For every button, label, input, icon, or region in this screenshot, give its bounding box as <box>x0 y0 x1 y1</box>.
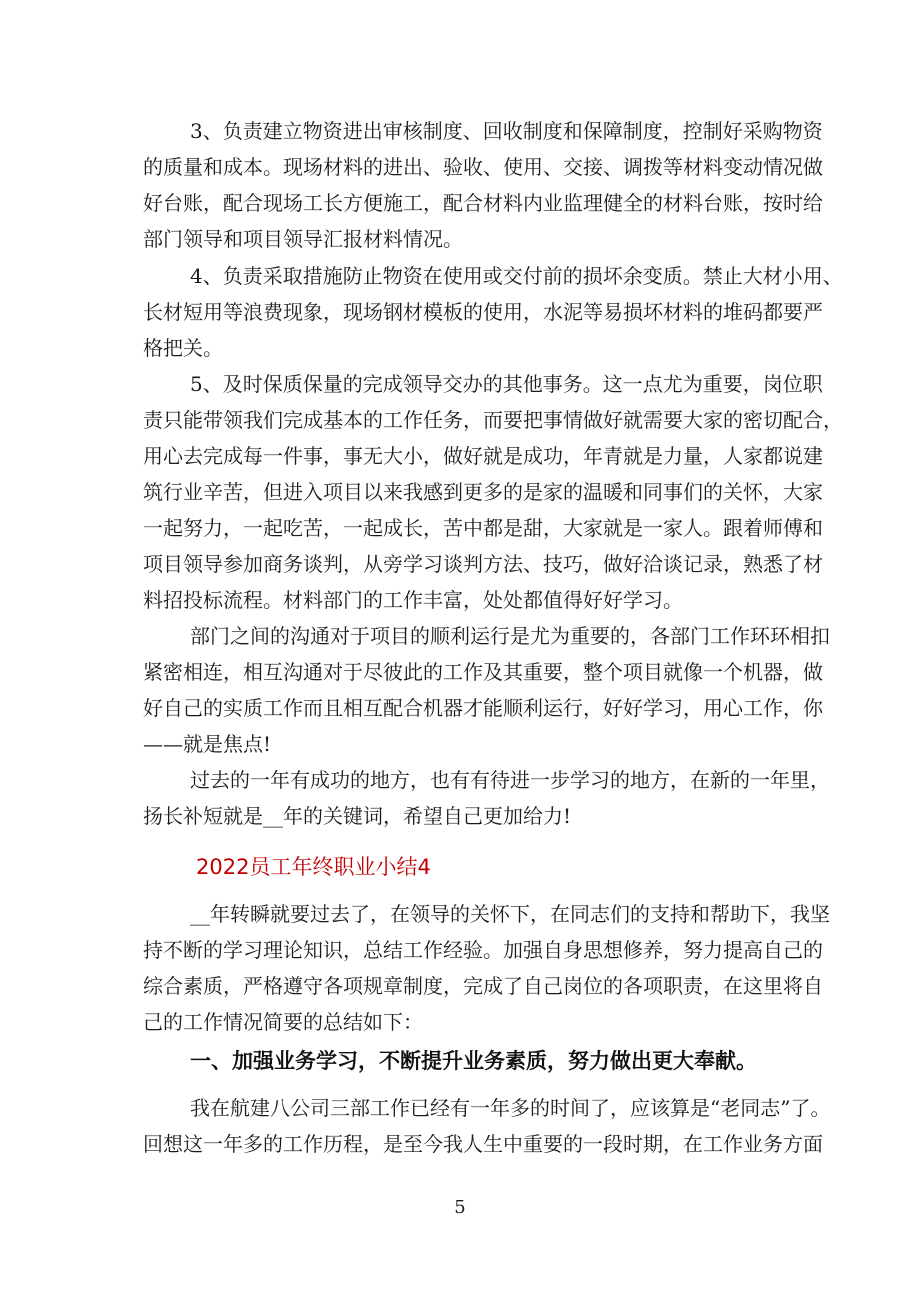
text-line: 扬长补短就是__年的关键词，希望自己更加给力! <box>143 804 572 828</box>
text-line: 一起努力，一起吃苦，一起成长，苦中都是甜，大家就是一家人。跟着师傅和 <box>143 516 823 540</box>
text-line: 用心去完成每一件事，事无大小，做好就是成功，年青就是力量，人家都说建 <box>143 444 823 468</box>
text-line: 4、负责采取措施防止物资在使用或交付前的损坏余变质。禁止大材小用、 <box>190 264 843 288</box>
text-line: 的质量和成本。现场材料的进出、验收、使用、交接、调拨等材料变动情况做 <box>143 155 823 179</box>
text-line: 好自己的实质工作而且相互配合机器才能顺利运行，好好学习，用心工作，你 <box>143 696 823 720</box>
page-number: 5 <box>454 1197 466 1218</box>
text-line: 回想这一年多的工作历程，是至今我人生中重要的一段时期，在工作业务方面 <box>143 1132 823 1156</box>
text-line: 5、及时保质保量的完成领导交办的其他事务。这一点尤为重要，岗位职 <box>190 372 823 396</box>
text-line: 长材短用等浪费现象，现场钢材模板的使用，水泥等易损坏材料的堆码都要严 <box>143 300 823 324</box>
text-line: 部门领导和项目领导汇报材料情况。 <box>143 227 463 251</box>
text-line: 责只能带领我们完成基本的工作任务，而要把事情做好就需要大家的密切配合， <box>143 408 843 432</box>
text-line: 料招投标流程。材料部门的工作丰富，处处都值得好好学习。 <box>143 588 683 612</box>
text-line: 3、负责建立物资进出审核制度、回收制度和保障制度，控制好采购物资 <box>190 119 823 143</box>
text-line: 我在航建八公司三部工作已经有一年多的时间了，应该算是“老同志”了。 <box>190 1096 831 1120</box>
text-line: 己的工作情况简要的总结如下： <box>143 1010 423 1034</box>
section-title: 2022员工年终职业小结4 <box>196 855 431 879</box>
text-line: 综合素质，严格遵守各项规章制度，完成了自己岗位的各项职责，在这里将自 <box>143 974 823 998</box>
text-line: 过去的一年有成功的地方，也有有待进一步学习的地方，在新的一年里， <box>190 768 830 792</box>
text-line: 格把关。 <box>143 336 223 360</box>
text-line: ——就是焦点! <box>143 732 272 756</box>
text-line: 好台账，配合现场工长方便施工，配合材料内业监理健全的材料台账，按时给 <box>143 191 823 215</box>
text-line: 部门之间的沟通对于项目的顺利运行是尤为重要的，各部门工作环环相扣 <box>190 624 830 648</box>
text-line: 紧密相连，相互沟通对于尽彼此的工作及其重要，整个项目就像一个机器，做 <box>143 660 823 684</box>
text-line: 持不断的学习理论知识，总结工作经验。加强自身思想修养，努力提高自己的 <box>143 938 823 962</box>
text-line: __年转瞬就要过去了，在领导的关怀下，在同志们的支持和帮助下，我坚 <box>190 902 830 926</box>
subsection-title: 一、加强业务学习，不断提升业务素质，努力做出更大奉献。 <box>190 1048 757 1073</box>
text-line: 项目领导参加商务谈判，从旁学习谈判方法、技巧，做好洽谈记录，熟悉了材 <box>143 552 823 576</box>
text-line: 筑行业辛苦，但进入项目以来我感到更多的是家的温暖和同事们的关怀，大家 <box>143 480 823 504</box>
